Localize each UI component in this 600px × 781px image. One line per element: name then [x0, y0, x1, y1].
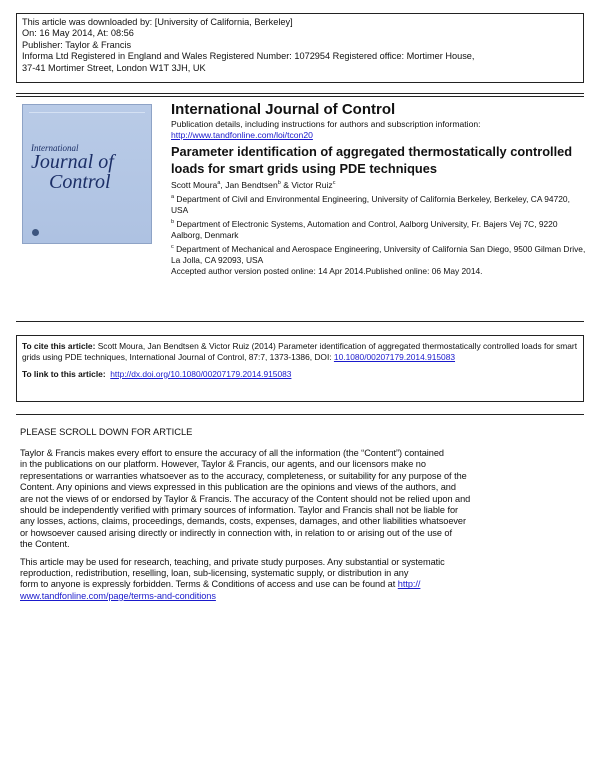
- download-line: On: 16 May 2014, At: 08:56: [22, 28, 134, 39]
- author-sup: c: [332, 180, 336, 187]
- journal-title: International Journal of Control: [171, 101, 396, 118]
- top-divider: [16, 93, 584, 94]
- author-name: Jan Bendtsen: [225, 180, 278, 191]
- publisher-logo-icon: [32, 229, 39, 236]
- link-label: To link to this article:: [22, 368, 106, 379]
- disclaimer-paragraph-1: [20, 448, 586, 551]
- disclaimer-line: should be independently verified with primary sources of information. Taylor and Francis shall not be liable for: [20, 505, 459, 516]
- terms-link-line: [20, 591, 586, 602]
- citation-box: [16, 335, 584, 402]
- cover-title-line1: International: [31, 143, 79, 153]
- cover-title-line2: Journal of: [31, 151, 114, 173]
- disclaimer: [20, 448, 586, 608]
- scroll-notice: PLEASE SCROLL DOWN FOR ARTICLE: [20, 426, 193, 437]
- disclaimer-line-text: form to anyone is expressly forbidden. Terms & Conditions of access and use can be found at: [20, 579, 396, 590]
- author-separator: &: [280, 180, 292, 191]
- cite-paragraph: [22, 341, 578, 363]
- cover-rule: [29, 112, 145, 113]
- cite-label: To cite this article:: [22, 341, 96, 351]
- affiliation-sup: c: [171, 244, 174, 251]
- author-separator: ,: [220, 180, 226, 191]
- download-line: This article was downloaded by: [University of California, Berkeley]: [22, 17, 293, 27]
- download-line: Publisher: Taylor & Francis: [22, 39, 132, 50]
- terms-link-part1[interactable]: http://: [397, 579, 421, 590]
- disclaimer-paragraph-2: [20, 557, 586, 603]
- doi-link[interactable]: 10.1080/00207179.2014.915083: [333, 351, 456, 362]
- top-divider-double: [16, 96, 584, 97]
- download-line: Informa Ltd Registered in England and Wales Registered Number: 1072954 Registered office: Mortimer House,: [22, 51, 475, 62]
- cover-title-line3: Control: [49, 171, 111, 193]
- disclaimer-line-with-link: [20, 579, 586, 590]
- terms-link-part2[interactable]: www.tandfonline.com/page/terms-and-conditions: [20, 590, 216, 601]
- publication-dates: Accepted author version posted online: 14 Apr 2014.Published online: 06 May 2014.: [171, 266, 483, 277]
- journal-url-link[interactable]: http://www.tandfonline.com/loi/tcon20: [171, 129, 313, 140]
- affiliation: [171, 219, 586, 241]
- affiliation-text: Department of Civil and Environmental Engineering, University of California Berkeley, Berkeley, CA 94720, USA: [171, 194, 570, 216]
- article-url-link[interactable]: http://dx.doi.org/10.1080/00207179.2014.915083: [110, 368, 292, 379]
- article-metadata: [171, 101, 586, 277]
- disclaimer-line: are not the views of or endorsed by Taylor & Francis. The accuracy of the Content should not be relied upon and: [20, 493, 471, 504]
- disclaimer-line: Taylor & Francis makes every effort to ensure the accuracy of all the information (the “Content”) contained: [20, 448, 444, 458]
- author-sup: a: [217, 180, 221, 187]
- author-sup: b: [277, 180, 281, 187]
- disclaimer-line: representations or warranties whatsoever as to the accuracy, completeness, or suitability for any purpose of the: [20, 470, 467, 481]
- author-list: [171, 180, 586, 191]
- affiliation-text: Department of Mechanical and Aerospace Engineering, University of California San Diego, 9500 Gilman Drive, La Jolla, CA 92093, USA: [171, 244, 586, 266]
- affiliation: [171, 244, 586, 266]
- disclaimer-line: the Content.: [20, 539, 70, 550]
- lower-divider: [16, 414, 584, 415]
- download-info-box: [16, 13, 584, 83]
- download-line: 37-41 Mortimer Street, London W1T 3JH, UK: [22, 62, 206, 73]
- journal-cover-image: [22, 104, 152, 244]
- link-paragraph: [22, 369, 578, 380]
- disclaimer-line: or howsoever caused arising directly or indirectly in connection with, in relation to or arising out of the use of: [20, 527, 452, 538]
- disclaimer-line: Content. Any opinions and views expressed in this publication are the opinions and views of the authors, and: [20, 482, 456, 493]
- affiliation: [171, 194, 586, 216]
- affiliation-sup: a: [171, 194, 175, 201]
- cite-text: Scott Moura, Jan Bendtsen & Victor Ruiz (2014) Parameter identification of aggregated thermostatically controlled loads for smart grids using PDE techniques, International Journal of Control, 87:7, 1373-1386, DOI:: [22, 341, 578, 362]
- mid-divider: [16, 321, 584, 322]
- publication-details: Publication details, including instructions for authors and subscription information:: [171, 119, 481, 129]
- disclaimer-line: in the publications on our platform. However, Taylor & Francis, our agents, and our licensors make no: [20, 459, 426, 470]
- disclaimer-line: reproduction, redistribution, reselling, loan, sub-licensing, systematic supply, or distribution in any: [20, 568, 409, 579]
- author-name: Scott Moura: [171, 180, 218, 191]
- author-name: Victor Ruiz: [291, 180, 333, 191]
- article-title: Parameter identification of aggregated thermostatically controlled loads for smart grids using PDE techniques: [171, 144, 573, 176]
- disclaimer-line: This article may be used for research, teaching, and private study purposes. Any substantial or systematic: [20, 556, 445, 567]
- disclaimer-line: any losses, actions, claims, proceedings, demands, costs, expenses, damages, and other liabilities whatsoever: [20, 516, 466, 527]
- affiliation-sup: b: [171, 219, 175, 226]
- affiliation-text: Department of Electronic Systems, Automation and Control, Aalborg University, Fr. Bajers Vej 7C, 9220 Aalborg, Denmark: [171, 219, 558, 241]
